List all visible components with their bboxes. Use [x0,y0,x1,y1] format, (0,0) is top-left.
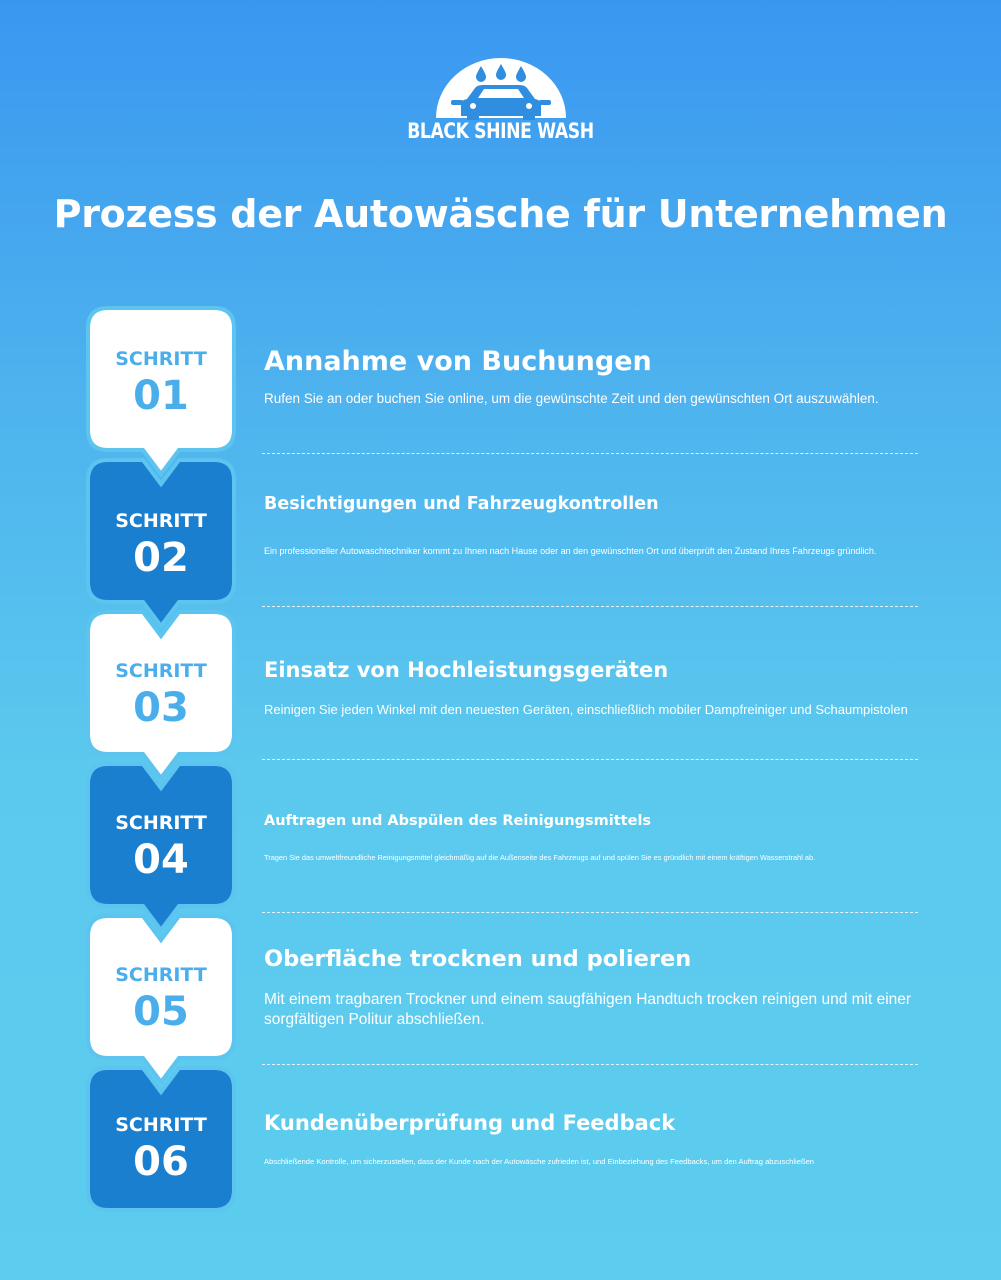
step-number: 01 [133,373,189,419]
step-label: SCHRITT [115,348,207,370]
step-number: 04 [133,837,189,883]
step-content-04 [264,813,924,862]
step-content-05 [264,946,924,1030]
step-divider [262,606,918,607]
brand-name: BLACK SHINE WASH [407,119,594,143]
step-title: Besichtigungen und Fahrzeugkontrollen [264,494,659,514]
step-label: SCHRITT [115,1114,207,1136]
step-divider [262,1064,918,1065]
page-title: Prozess der Autowäsche für Unternehmen [53,192,948,236]
step-tag-05 [84,912,238,1062]
step-divider [262,453,918,454]
step-divider [262,759,918,760]
step-title: Kundenüberprüfung und Feedback [264,1111,676,1135]
step-number: 02 [133,535,189,581]
step-description: Rufen Sie an oder buchen Sie online, um die gewünschte Zeit und den gewünschten Ort auszuwählen. [264,391,879,406]
step-label: SCHRITT [115,660,207,682]
step-description: Reinigen Sie jeden Winkel mit den neuesten Geräten, einschließlich mobiler Dampfreiniger und Schaumpistolen [264,702,908,717]
step-number: 03 [133,685,189,731]
step-description: Abschließende Kontrolle, um sicherzustellen, dass der Kunde nach der Autowäsche zufrieden ist, und Einbeziehung des Feedbacks, um den Auftrag abzuschließen [264,1157,815,1166]
step-label: SCHRITT [115,510,207,532]
step-tag-01 [84,304,238,454]
step-label: SCHRITT [115,964,207,986]
step-tag-04 [84,760,238,910]
step-description: Ein professioneller Autowaschtechniker kommt zu Ihnen nach Hause oder an den gewünschten Ort und überprüft den Zustand Ihres Fahrzeugs gründlich. [264,546,877,556]
step-title: Auftragen und Abspülen des Reinigungsmittels [264,813,652,829]
step-description: Mit einem tragbaren Trockner und einem saugfähigen Handtuch trocken reinigen und mit einer sorgfältigen Politur abschließen. [264,991,912,1028]
step-title: Annahme von Buchungen [264,346,652,377]
step-label: SCHRITT [115,812,207,834]
step-content-02 [264,494,924,556]
step-title: Einsatz von Hochleistungsgeräten [264,658,669,682]
step-number: 05 [133,989,189,1035]
step-content-03 [264,658,924,717]
step-content-01 [264,346,924,406]
step-tag-02 [84,456,238,606]
step-title: Oberfläche trocknen und polieren [264,946,692,972]
step-tag-03 [84,608,238,758]
step-content-06 [264,1111,924,1166]
step-number: 06 [133,1139,189,1185]
step-tag-06 [84,1064,238,1214]
step-description: Tragen Sie das umweltfreundliche Reinigungsmittel gleichmäßig auf die Außenseite des Fahrzeugs auf und spülen Sie es gründlich mit einem kräftigen Wasserstrahl ab. [264,853,816,862]
step-divider [262,912,918,913]
